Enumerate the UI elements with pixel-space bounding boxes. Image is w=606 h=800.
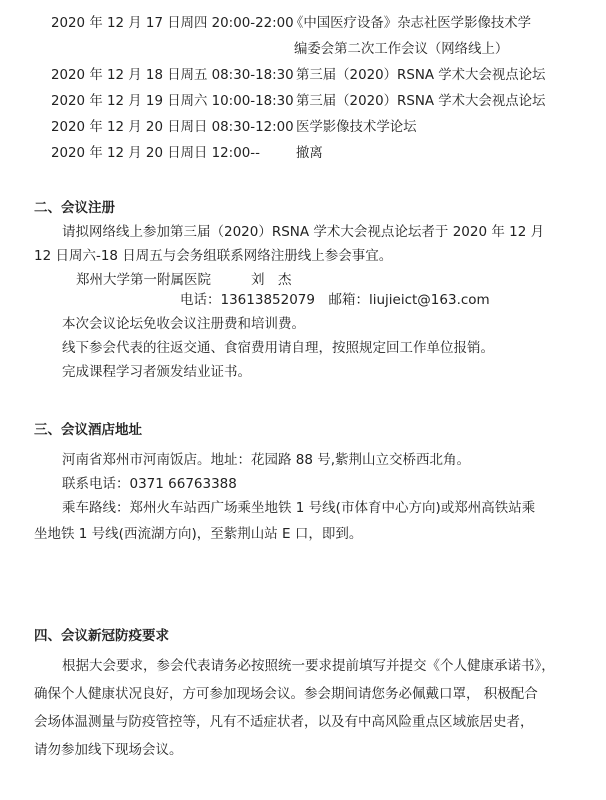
section-2-para-line1: 请拟网络线上参加第三届（2020）RSNA 学术大会视点论坛者于 2020 年 12 月	[62, 224, 545, 240]
schedule-event-3: 第三届（2020）RSNA 学术大会视点论坛	[296, 94, 546, 109]
section-2-para-line2: 12 日周六-18 日周五与会务组联系网络注册线上参会事宜。	[34, 248, 393, 264]
covid-line4: 请勿参加线下现场会议。	[34, 742, 183, 758]
schedule-date-2: 2020 年 12 月 18 日周五 08:30-18:30	[51, 68, 294, 83]
contact-phone-email: 电话：13613852079 邮箱：liujieict@163.com	[180, 292, 490, 308]
hotel-address: 河南省郑州市河南饭店。地址：花园路 88 号,紫荆山立交桥西北角。	[62, 452, 471, 468]
schedule-event-2: 第三届（2020）RSNA 学术大会视点论坛	[296, 68, 546, 83]
schedule-event-5: 撤离	[296, 146, 323, 161]
section-4-heading: 四、会议新冠防疫要求	[34, 628, 169, 644]
section-2-heading: 二、会议注册	[34, 200, 115, 216]
contact-name: 刘 杰	[251, 272, 292, 288]
schedule-date-5: 2020 年 12 月 20 日周日 12:00--	[51, 146, 260, 161]
note-travel-expense: 线下参会代表的往返交通、食宿费用请自理，按照规定回工作单位报销。	[62, 340, 494, 356]
covid-line2: 确保个人健康状况良好，方可参加现场会议。参会期间请您务必佩戴口罩， 积极配合	[34, 686, 538, 702]
contact-org: 郑州大学第一附属医院	[76, 272, 211, 288]
note-fee-free: 本次会议论坛免收会议注册费和培训费。	[62, 316, 305, 332]
schedule-event-1: 《中国医疗设备》杂志社医学影像技术学	[290, 16, 532, 31]
covid-line1: 根据大会要求，参会代表请务必按照统一要求提前填写并提交《个人健康承诺书》，	[62, 658, 555, 674]
route-line1: 乘车路线：郑州火车站西广场乘坐地铁 1 号线(市体育中心方向)或郑州高铁站乘	[62, 500, 536, 516]
covid-line3: 会场体温测量与防疫管控等，凡有不适症状者，以及有中高风险重点区域旅居史者，	[34, 714, 534, 730]
section-3-heading: 三、会议酒店地址	[34, 422, 142, 438]
schedule-date-3: 2020 年 12 月 19 日周六 10:00-18:30	[51, 94, 294, 109]
hotel-phone: 联系电话：0371 66763388	[62, 476, 237, 492]
note-certificate: 完成课程学习者颁发结业证书。	[62, 364, 251, 380]
schedule-event-4: 医学影像技术学论坛	[296, 120, 417, 135]
route-line2: 坐地铁 1 号线(西流湖方向)，至紫荆山站 E 口，即到。	[34, 526, 363, 542]
schedule-date-4: 2020 年 12 月 20 日周日 08:30-12:00	[51, 120, 294, 135]
schedule-date-1: 2020 年 12 月 17 日周四 20:00-22:00	[51, 16, 294, 31]
schedule-event-1-cont: 编委会第二次工作会议（网络线上）	[294, 42, 509, 57]
